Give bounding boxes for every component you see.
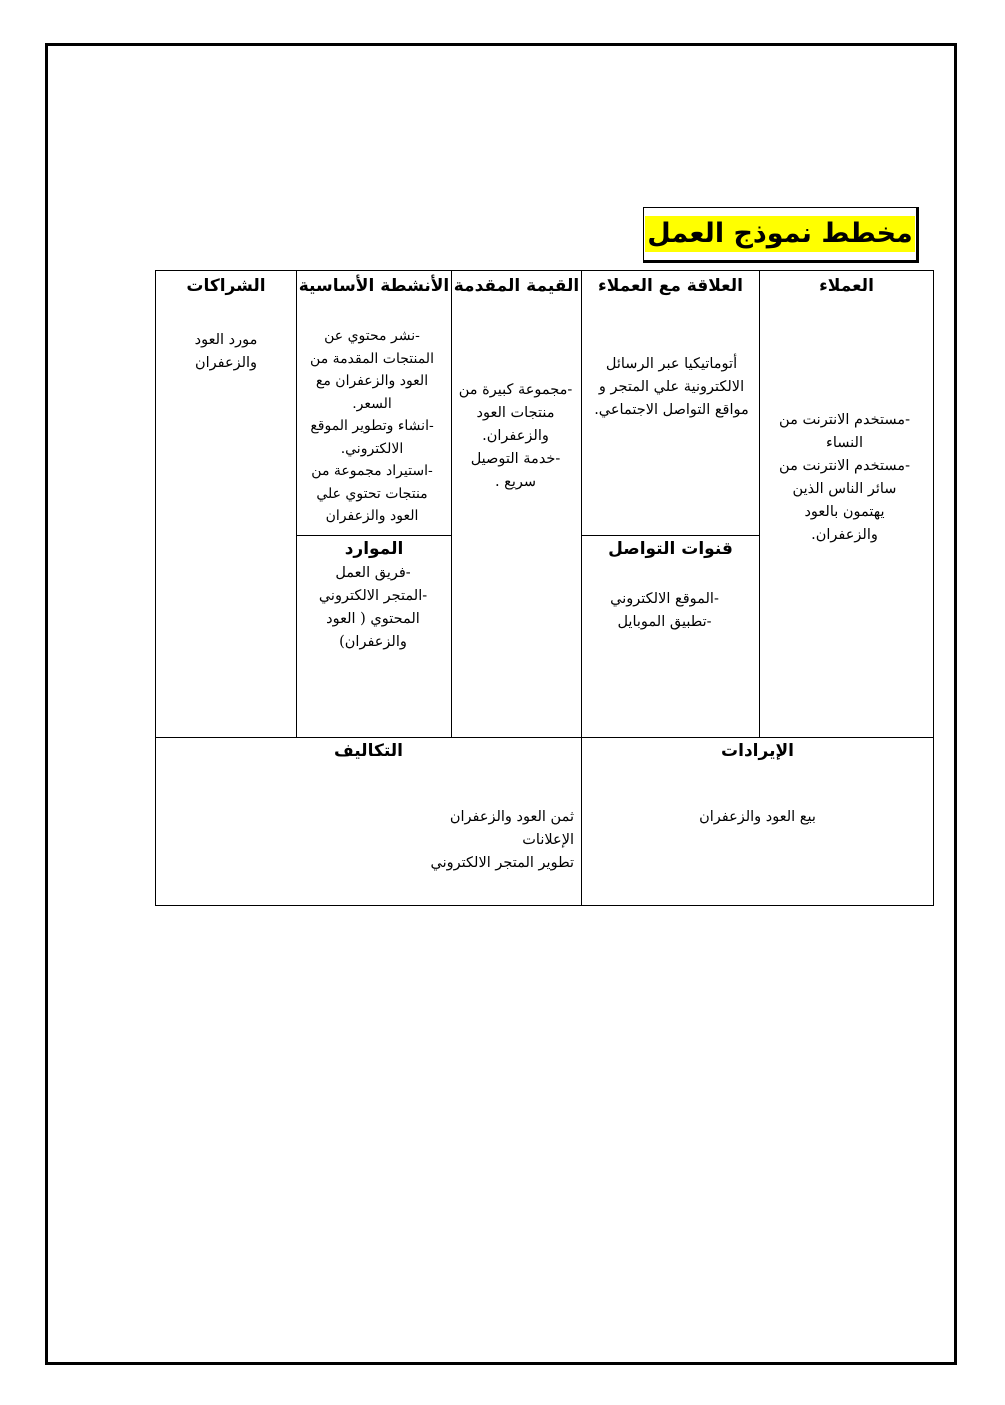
title-box [643,207,919,263]
customers-block [760,271,933,737]
key-activities-header: الأنشطة الأساسية [298,276,450,296]
relationships-block [582,271,759,535]
revenues-text: بيع العود والزعفران [699,809,816,825]
value-proposition-text: -مجموعة كبيرة من منتجات العود والزعفران. -خدمة التوصيل سريع . [458,382,573,490]
costs-item: الإعلانات [522,832,574,848]
key-resources-text: -فريق العمل -المتجر الالكتروني المحتوي ( العود والزعفران) [318,565,428,650]
key-activities-text: -نشر محتوي عن المنتجات المقدمة من العود والزعفران مع السعر. -انشاء وتطوير الموقع الالكتروني. -استيراد مجموعة من منتجات تحتوي علي العود والزعفران [310,328,434,524]
relationships-text: أتوماتيكيا عبر الرسائل الالكترونية علي المتجر و مواقع التواصل الاجتماعي. [594,356,749,418]
key-resources-header: الموارد [344,539,404,559]
key-activities-block [297,271,451,535]
costs-header: التكاليف [334,741,403,761]
key-resources-block [297,536,451,737]
value-proposition-header: القيمة المقدمة [453,276,580,296]
document-title: مخطط نموذج العمل [645,216,915,252]
channels-header: قنوات التواصل [608,539,733,559]
channels-block [582,536,759,737]
costs-block [156,738,581,905]
relationships-header: العلاقة مع العملاء [598,276,743,296]
partnerships-block [156,271,296,737]
costs-item: تطوير المتجر الالكتروني [430,855,574,871]
revenues-header: الإيرادات [721,741,794,761]
partnerships-header: الشراكات [186,276,266,296]
customers-header: العملاء [819,276,874,296]
costs-list [156,806,581,875]
channels-text: -الموقع الالكتروني -تطبيق الموبايل [610,591,719,630]
revenues-block [582,738,933,905]
value-proposition-block [452,271,581,737]
customers-text: -مستخدم الانترنت من النساء -مستخدم الانترنت من سائر الناس الذين يهتمون بالعود والزعفران. [779,412,910,543]
business-model-canvas [155,270,934,906]
partnerships-text: مورد العود والزعفران [194,332,258,371]
costs-item: ثمن العود والزعفران [449,809,574,825]
